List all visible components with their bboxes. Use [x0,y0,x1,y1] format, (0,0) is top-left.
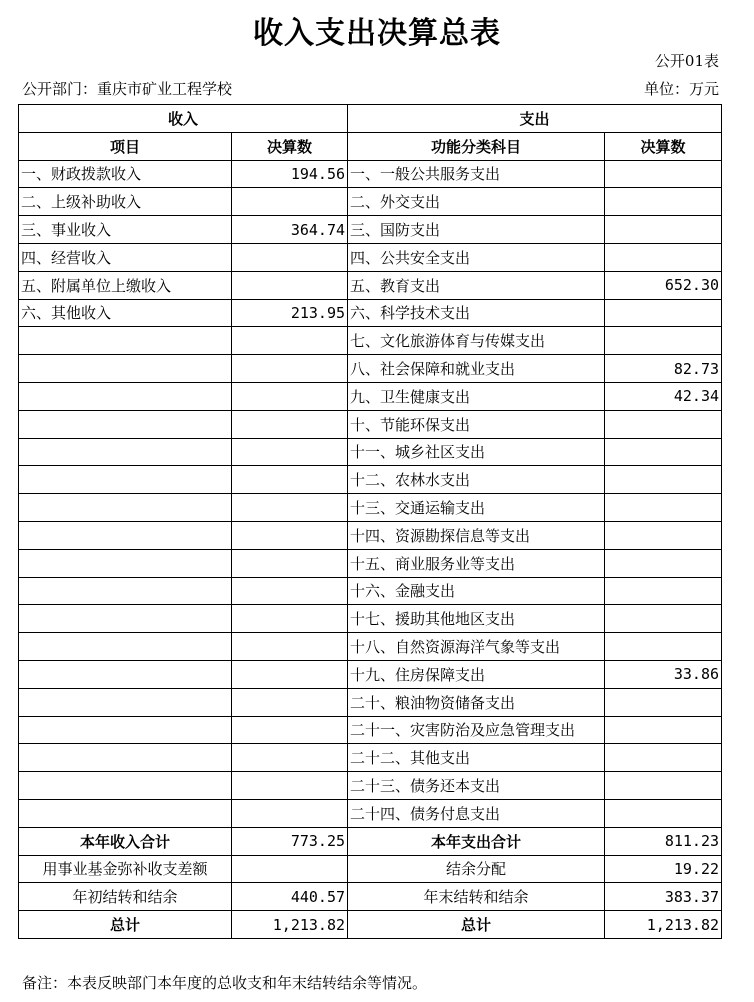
expense-amount-cell [605,605,722,633]
income-item-cell: 五、附属单位上缴收入 [19,271,232,299]
expense-item-cell: 十六、金融支出 [348,577,605,605]
column-header-row [19,132,722,160]
income-section-header: 收入 [19,105,348,133]
income-amount-cell [232,327,348,355]
income-item-cell: 三、事业收入 [19,216,232,244]
income-amount-cell [232,521,348,549]
income-item-cell [19,410,232,438]
summary-income-amount: 773.25 [232,827,348,855]
expense-amount-cell: 652.30 [605,271,722,299]
item-column-header: 项目 [19,132,232,160]
income-amount-cell: 194.56 [232,160,348,188]
income-item-cell [19,355,232,383]
table-row [19,494,722,522]
table-row [19,382,722,410]
expense-item-cell: 九、卫生健康支出 [348,382,605,410]
expense-item-cell: 十二、农林水支出 [348,466,605,494]
expense-amount-cell [605,688,722,716]
income-item-cell: 一、财政拨款收入 [19,160,232,188]
expense-item-cell: 二、外交支出 [348,188,605,216]
summary-row [19,883,722,911]
expense-amount-cell [605,216,722,244]
expense-item-cell: 二十一、灾害防治及应急管理支出 [348,716,605,744]
section-header-row [19,105,722,133]
income-item-cell [19,799,232,827]
expense-item-cell: 十七、援助其他地区支出 [348,605,605,633]
table-row [19,605,722,633]
income-amount-cell [232,494,348,522]
expense-item-cell: 二十四、债务付息支出 [348,799,605,827]
expense-amount-cell [605,772,722,800]
budget-table [18,104,722,939]
summary-row [19,855,722,883]
income-amount-cell [232,188,348,216]
table-row [19,243,722,271]
table-row [19,521,722,549]
income-item-cell [19,605,232,633]
income-amount-cell [232,772,348,800]
summary-income-label: 年初结转和结余 [19,883,232,911]
summary-income-amount [232,855,348,883]
table-row [19,160,722,188]
summary-expense-label: 总计 [348,911,605,939]
summary-body [19,827,722,938]
income-amount-cell [232,549,348,577]
expense-amount-cell: 82.73 [605,355,722,383]
income-item-cell: 二、上级补助收入 [19,188,232,216]
summary-income-label: 用事业基金弥补收支差额 [19,855,232,883]
income-item-cell: 六、其他收入 [19,299,232,327]
table-row [19,772,722,800]
income-item-cell [19,633,232,661]
expense-item-cell: 十四、资源勘探信息等支出 [348,521,605,549]
income-amount-cell [232,799,348,827]
income-item-cell [19,549,232,577]
expense-amount-cell [605,299,722,327]
table-row [19,799,722,827]
expense-item-cell: 一、一般公共服务支出 [348,160,605,188]
income-item-cell [19,382,232,410]
table-row [19,466,722,494]
expense-amount-cell: 42.34 [605,382,722,410]
table-row [19,577,722,605]
table-row [19,327,722,355]
expense-amount-cell [605,744,722,772]
income-amount-cell [232,660,348,688]
expense-amount-cell [605,188,722,216]
expense-amount-cell: 33.86 [605,660,722,688]
income-amount-cell [232,355,348,383]
expense-item-cell: 三、国防支出 [348,216,605,244]
summary-row [19,827,722,855]
summary-row [19,911,722,939]
expense-item-cell: 十一、城乡社区支出 [348,438,605,466]
footnote: 备注：本表反映部门本年度的总收支和年末结转结余等情况。 [22,974,428,992]
table-row [19,355,722,383]
income-amount-cell [232,688,348,716]
expense-item-cell: 六、科学技术支出 [348,299,605,327]
income-item-cell [19,744,232,772]
expense-item-cell: 二十、粮油物资储备支出 [348,688,605,716]
expense-amount-cell [605,577,722,605]
income-item-cell: 四、经营收入 [19,243,232,271]
expense-item-cell: 七、文化旅游体育与传媒支出 [348,327,605,355]
summary-expense-label: 年末结转和结余 [348,883,605,911]
table-body [19,160,722,827]
income-amount-cell [232,605,348,633]
income-item-cell [19,327,232,355]
income-amount-cell: 213.95 [232,299,348,327]
income-amount-cell [232,382,348,410]
income-item-cell [19,660,232,688]
expense-amount-cell [605,716,722,744]
income-amount-cell [232,438,348,466]
summary-income-label: 总计 [19,911,232,939]
expense-amount-cell [605,438,722,466]
income-item-cell [19,438,232,466]
expense-amount-cell [605,799,722,827]
table-row [19,216,722,244]
expense-amount-cell [605,410,722,438]
income-item-cell [19,494,232,522]
summary-expense-label: 结余分配 [348,855,605,883]
expense-amount-cell [605,549,722,577]
amount-column-header: 决算数 [232,132,348,160]
income-item-cell [19,688,232,716]
summary-income-label: 本年收入合计 [19,827,232,855]
table-row [19,299,722,327]
amount2-column-header: 决算数 [605,132,722,160]
expense-amount-cell [605,521,722,549]
table-row [19,660,722,688]
income-amount-cell [232,633,348,661]
expense-item-cell: 四、公共安全支出 [348,243,605,271]
income-amount-cell [232,410,348,438]
income-amount-cell [232,271,348,299]
table-row [19,188,722,216]
income-item-cell [19,466,232,494]
income-amount-cell: 364.74 [232,216,348,244]
expense-item-cell: 八、社会保障和就业支出 [348,355,605,383]
table-row [19,549,722,577]
expense-amount-cell [605,327,722,355]
page-title: 收入支出决算总表 [253,16,501,51]
func-category-column-header: 功能分类科目 [348,132,605,160]
income-amount-cell [232,744,348,772]
expense-amount-cell [605,633,722,661]
expense-item-cell: 十五、商业服务业等支出 [348,549,605,577]
expense-item-cell: 十三、交通运输支出 [348,494,605,522]
summary-expense-amount: 19.22 [605,855,722,883]
department-label: 公开部门：重庆市矿业工程学校 [22,80,233,98]
summary-expense-amount: 1,213.82 [605,911,722,939]
form-number: 公开01表 [654,52,719,70]
income-item-cell [19,716,232,744]
income-amount-cell [232,716,348,744]
table-row [19,633,722,661]
table-row [19,438,722,466]
summary-expense-amount: 811.23 [605,827,722,855]
summary-expense-label: 本年支出合计 [348,827,605,855]
income-item-cell [19,521,232,549]
expense-section-header: 支出 [348,105,722,133]
table-row [19,688,722,716]
expense-item-cell: 五、教育支出 [348,271,605,299]
table-row [19,744,722,772]
expense-amount-cell [605,494,722,522]
table-row [19,271,722,299]
income-amount-cell [232,466,348,494]
expense-item-cell: 十、节能环保支出 [348,410,605,438]
expense-amount-cell [605,466,722,494]
summary-expense-amount: 383.37 [605,883,722,911]
expense-amount-cell [605,243,722,271]
expense-amount-cell [605,160,722,188]
unit-label: 单位：万元 [643,80,719,98]
income-item-cell [19,577,232,605]
summary-income-amount: 1,213.82 [232,911,348,939]
income-amount-cell [232,243,348,271]
table-row [19,716,722,744]
expense-item-cell: 二十三、债务还本支出 [348,772,605,800]
table-row [19,410,722,438]
expense-item-cell: 十九、住房保障支出 [348,660,605,688]
expense-item-cell: 十八、自然资源海洋气象等支出 [348,633,605,661]
summary-income-amount: 440.57 [232,883,348,911]
income-amount-cell [232,577,348,605]
expense-item-cell: 二十二、其他支出 [348,744,605,772]
income-item-cell [19,772,232,800]
